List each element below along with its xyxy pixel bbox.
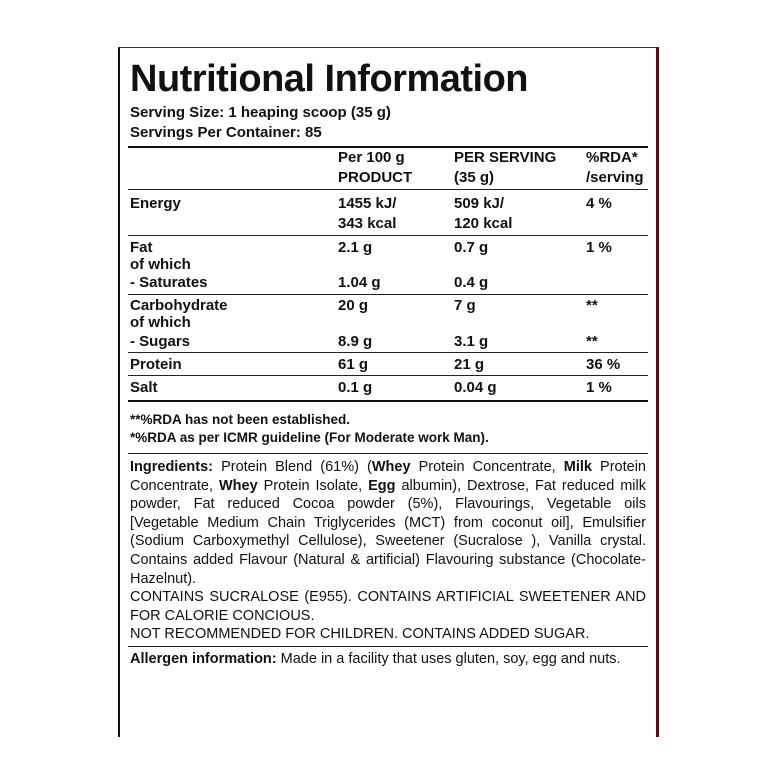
row-protein-serving: 21 g [454, 356, 485, 373]
warnings-rule [128, 646, 648, 647]
table-bottom-rule [128, 400, 648, 402]
col-header-serving-line1: PER SERVING [454, 149, 557, 166]
servings-per-container: Servings Per Container: 85 [130, 124, 322, 141]
row-carb-per100: 20 g [338, 297, 369, 314]
row-fat-label: Fat [130, 239, 153, 256]
warning-sucralose: CONTAINS SUCRALOSE (E955). CONTAINS ARTIFICIAL SWEETENER AND FOR CALORIE CONCIOUS. [130, 589, 646, 624]
row-energy-label: Energy [130, 195, 181, 212]
row-carb-label: Carbohydrate [130, 297, 228, 314]
serving-size: Serving Size: 1 heaping scoop (35 g) [130, 104, 391, 121]
energy-rule [128, 235, 648, 236]
ingredients-text: Protein Blend (61%) ( [212, 459, 372, 475]
row-fat-serving: 0.7 g [454, 239, 489, 256]
allergen-label: Allergen information: [130, 651, 277, 667]
footnote-rda-icmr: *%RDA as per ICMR guideline (For Moderate work Man). [130, 430, 489, 445]
row-fat-rda: 1 % [586, 239, 612, 256]
row-protein-rda: 36 % [586, 356, 621, 373]
footnote-rda-not-established: **%RDA has not been established. [130, 412, 351, 427]
label-title: Nutritional Information [130, 58, 529, 100]
allergen-whey: Whey [218, 477, 258, 494]
row-salt-label: Salt [130, 379, 158, 396]
col-header-per100-line1: Per 100 g [338, 149, 405, 166]
header-rule [128, 189, 648, 190]
fat-rule [128, 294, 648, 295]
warning-children: NOT RECOMMENDED FOR CHILDREN. CONTAINS ADDED SUGAR. [130, 626, 590, 642]
allergen-text: Made in a facility that uses gluten, soy, egg and nuts. [276, 651, 621, 667]
row-saturates-label: - Saturates [130, 274, 208, 291]
row-saturates-per100: 1.04 g [338, 274, 381, 291]
row-salt-rda: 1 % [586, 379, 612, 396]
row-energy-rda: 4 % [586, 195, 612, 212]
col-header-rda-line2: /serving [586, 169, 644, 186]
row-carb-serving: 7 g [454, 297, 476, 314]
row-energy-per100-kcal: 343 kcal [338, 215, 397, 232]
row-protein-per100: 61 g [338, 356, 369, 373]
notes-rule [128, 453, 648, 454]
row-sugars-serving: 3.1 g [454, 333, 489, 350]
row-protein-label: Protein [130, 356, 182, 373]
ingredients-text: Protein Concentrate, [130, 459, 646, 494]
allergen-egg: Egg [368, 477, 396, 494]
carb-rule [128, 352, 648, 353]
allergen-milk: Milk [563, 459, 592, 475]
nutrition-label-panel [118, 47, 659, 737]
ingredients-label: Ingredients: [130, 459, 213, 475]
row-sugars-label: - Sugars [130, 333, 191, 350]
row-energy-serving-kj: 509 kJ/ [454, 195, 505, 212]
row-energy-serving-kcal: 120 kcal [454, 215, 513, 232]
col-header-serving-line2: (35 g) [454, 169, 495, 186]
ingredients-text: Protein Isolate, [257, 477, 369, 494]
row-fat-sub: of which [130, 256, 191, 273]
row-salt-serving: 0.04 g [454, 379, 497, 396]
row-sugars-rda: ** [586, 333, 598, 350]
row-sugars-per100: 8.9 g [338, 333, 373, 350]
row-carb-sub: of which [130, 314, 191, 331]
row-fat-per100: 2.1 g [338, 239, 373, 256]
col-header-rda-line1: %RDA* [586, 149, 638, 166]
ingredients-paragraph [130, 458, 646, 588]
allergen-paragraph [130, 650, 646, 669]
ingredients-text: Protein Concentrate, [410, 459, 564, 475]
col-header-per100-line2: PRODUCT [338, 169, 413, 186]
row-carb-rda: ** [586, 297, 598, 314]
allergen-whey: Whey [371, 459, 411, 475]
row-saturates-serving: 0.4 g [454, 274, 489, 291]
row-salt-per100: 0.1 g [338, 379, 373, 396]
row-energy-per100-kj: 1455 kJ/ [338, 195, 397, 212]
ingredients-text: albumin), Dextrose, Fat reduced milk powder, Fat reduced Cocoa powder (5%), Flavourings, Vegetable oils [Vegetable Medium Chain Triglycerides (MCT) from coconut oil], Emulsifier (Sodium Carboxymethyl Cellulose), Sweetener (Sucralose ), Vanilla crystal. Contains added Flavour (Natural & artificial) Flavouring substance (Chocolate-Hazelnut). [130, 477, 647, 587]
protein-rule [128, 375, 648, 376]
